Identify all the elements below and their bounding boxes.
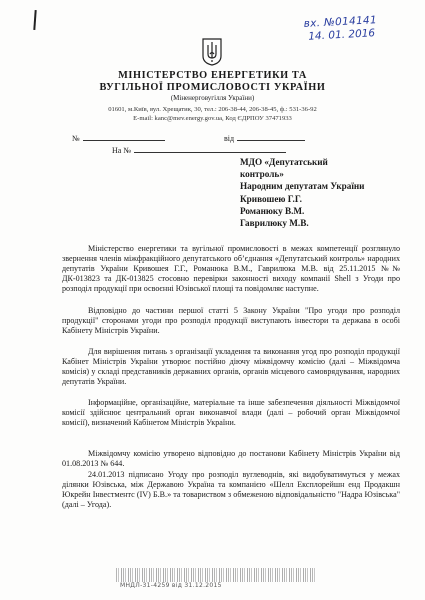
outgoing-number-blank — [83, 132, 165, 141]
ministry-short-name: (Міненерговугілля України) — [170, 94, 255, 102]
outgoing-date-blank — [237, 132, 305, 141]
body-paragraph — [62, 306, 400, 336]
body-paragraph — [62, 244, 400, 294]
body-paragraph — [62, 470, 400, 510]
addressee-line: Кривошею Г.Г. — [240, 193, 302, 204]
stamp-date: 14. 01. 2016 — [307, 27, 375, 43]
margin-mark — [33, 10, 36, 30]
paragraph-text: 24.01.2013 підписано Угоду про розподіл вуглеводнів, які видобуватимуться у межах ділянки Юзівська, між Державою Україна та компанією «Шелл Експлорейшн енд Продакшн Юкрейн Інвестментс (IV) Б.В.» та товариством з обмеженою відповідальністю "Надра Юзівська" (далі – Угода). — [62, 470, 400, 509]
ministry-address: 01601, м.Київ, вул. Хрещатик, 30, тел.: 206-38-44, 206-38-45, ф.: 531-36-92 — [108, 106, 317, 113]
coat-of-arms-icon — [202, 38, 222, 66]
paragraph-text: Міністерство енергетики та вугільної промисловості в межах компетенції розглянуло звернення членів міжфракційного депутатського об’єднання «Депутатський контроль» народних депутатів України Кривошея Г.Г., Романюка В.М., Гаврилюка М.В. від 25.11.2015 №№ ДК-013823 та ДК-013825 стосовно перевірки законності виходу компанії Shell з Угоди про розподіл продукції при освоєнні Юзівської площі та повідомляє наступне. — [62, 244, 400, 293]
addressee-line: Романюку В.М. — [240, 205, 305, 216]
body-paragraph — [62, 347, 400, 387]
addressee-block — [240, 156, 364, 229]
registration-stamp — [303, 14, 378, 44]
paragraph-text: Для вирішення питань з організації укладення та виконання угод про розподіл продукції Кабінет Міністрів України утворює постійно діючу міжвідомчу комісію (далі – Міжвідомча комісія) у складі представників державних органів, органів місцевого самоврядування, народних депутатів України. — [62, 347, 400, 386]
outgoing-date — [224, 132, 305, 143]
barcode-icon — [116, 568, 316, 582]
document-barcode — [116, 568, 316, 592]
addressee-line: Народним депутатам України — [240, 181, 365, 192]
paragraph-text: Інформаційне, організаційне, матеріальне та інше забезпечення діяльності Міжвідомчої комісії здійснює центральний орган виконавчої влади (далі – робочий орган Міжвідомчої комісії), визначений Кабінетом Міністрів України. — [62, 398, 400, 427]
stamp-number: вх. №014141 — [302, 14, 377, 30]
addressee-line: МДО «Депутатський — [240, 157, 328, 167]
outgoing-number — [72, 132, 165, 143]
paragraph-text: Відповідно до частини першої статті 5 Закону України "Про угоди про розподіл продукції" сторонами угоди про розподіл продукції виступають інвестори та держава в особі Кабінету Міністрів України. — [62, 306, 400, 335]
ministry-title-line1: МІНІСТЕРСТВО ЕНЕРГЕТИКИ ТА — [118, 70, 307, 81]
ministry-email: E-mail: kanc@mev.energy.gov.ua, Код ЄДРПОУ 37471933 — [133, 115, 292, 122]
addressee-line: Гаврилюку М.В. — [240, 218, 309, 229]
paragraph-text: Міжвідомчу комісію утворено відповідно до постанови Кабінету Міністрів України від 01.08.2013 № 644. — [62, 449, 400, 468]
ministry-title-line2: ВУГІЛЬНОЇ ПРОМИСЛОВОСТІ УКРАЇНИ — [99, 82, 326, 93]
outgoing-date-label: від — [224, 134, 235, 143]
outgoing-number-label: № — [72, 134, 80, 143]
barcode-text: МНДЛ-31-4259 від 31.12.2015 — [120, 582, 222, 589]
addressee-line: контроль» — [240, 169, 284, 180]
incoming-reference — [112, 144, 286, 155]
incoming-reference-label: На № — [112, 146, 131, 155]
body-paragraph — [62, 449, 400, 469]
body-paragraph — [62, 398, 400, 428]
incoming-reference-blank — [134, 144, 286, 153]
